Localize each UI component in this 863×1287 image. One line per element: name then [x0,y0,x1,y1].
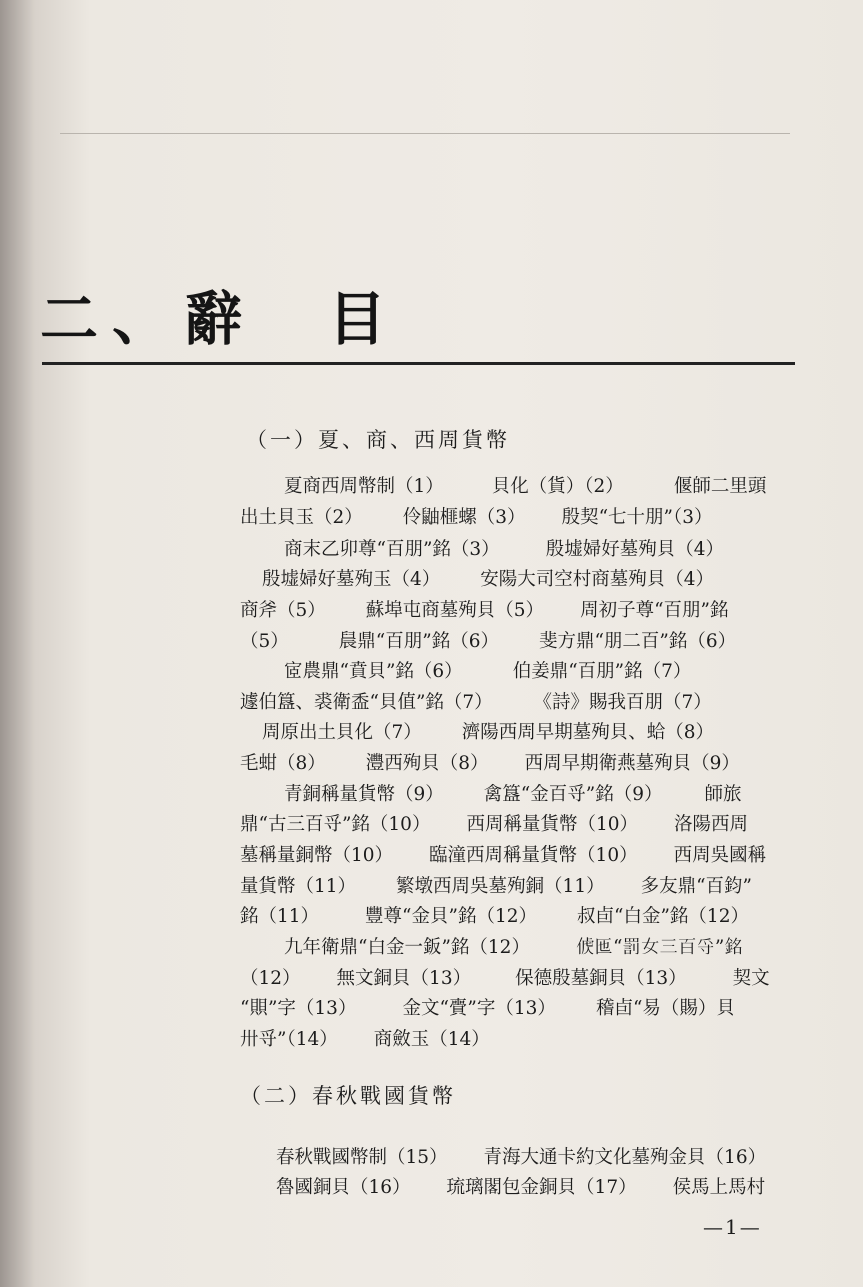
entry-line [284,472,766,498]
entry: 毛蚶（8） [240,753,326,774]
entry: （12） [240,968,301,989]
entry: 殷契“七十朋”（3） [561,507,713,528]
entry: 灃西殉貝（8） [365,753,489,774]
entry: 洛陽西周 [674,814,749,835]
entry: 無文銅貝（13） [336,968,472,989]
entry: 西周稱量貨幣（10） [466,814,639,835]
entry: 青銅稱量貨幣（9） [284,784,444,805]
entry-line [240,994,735,1020]
title-rule [42,362,795,365]
entry-line [262,565,714,591]
entry: 出土貝玉（2） [240,507,363,528]
entry-line [276,1143,766,1169]
entry: 商斂玉（14） [373,1029,490,1050]
entry-line [284,535,724,561]
section-heading-1: （一）夏、商、西周貨幣 [246,428,510,452]
entry: 金文“賷”字（13） [402,998,556,1019]
entry: （5） [240,631,289,652]
entry-line [240,810,748,836]
entry: 墓稱量銅幣（10） [240,845,394,866]
entry: 遽伯簋、裘衛盉“貝值”銘（7） [240,692,493,713]
entry: 保德殷墓銅貝（13） [515,968,687,989]
entry: 濟陽西周早期墓殉貝、蛤（8） [461,722,715,743]
entry-line [240,627,736,653]
entry: 斐方鼎“朋二百”銘（6） [538,631,737,652]
entry: 鼎“古三百寽”銘（10） [240,814,431,835]
entry: 殷墟婦好墓殉貝（4） [545,539,724,560]
entry: 九年衛鼎“白金一鈑”銘（12） [284,937,530,958]
entry: 商末乙卯尊“百朋”銘（3） [284,539,500,560]
entry-line [240,1025,490,1051]
entry: 西周吳國稱 [673,845,767,866]
entry: 安陽大司空村商墓殉貝（4） [480,569,715,590]
entry: 繁墩西周吳墓殉銅（11） [396,876,605,897]
entry-line [240,503,713,529]
entry: 禽簋“金百寽”銘（9） [483,784,663,805]
entry: 銘（11） [240,906,320,927]
entry: 䢅鼎“百朋”銘（6） [338,631,499,652]
entry: 伶鼬榧螺（3） [402,507,526,528]
entry: 《詩》賜我百朋（7） [542,692,712,713]
entry: 周原出土貝化（7） [262,722,422,743]
entry: 稽卣“易（賜）貝 [595,998,735,1019]
entry: 伯姜鼎“百朋”銘（7） [512,661,692,682]
entry-line [284,657,691,683]
entry: 青海大通卡約文化墓殉金貝（16） [483,1147,767,1168]
entry: 蘇埠屯商墓殉貝（5） [365,600,545,621]
entry-line [240,749,740,775]
entry: 周初子尊“百朋”銘 [580,600,729,621]
header-rule [60,133,790,134]
chapter-title: 二、辭 目 [40,285,401,353]
entry: 𠊤匜“罰女三百寽”銘 [575,937,743,958]
entry-line [284,780,741,806]
entry: 臨潼西周稱量貨幣（10） [429,845,638,866]
entry: 叔卣“白金”銘（12） [577,906,749,927]
entry: 宧農鼎“賁貝”銘（6） [284,661,463,682]
entry-line [240,964,770,990]
entry: 琉璃閣包金銅貝（17） [446,1177,637,1198]
entry: 夏商西周幣制（1） [284,476,444,497]
entry: 卅寽”（14） [240,1029,338,1050]
entry-line [284,933,743,959]
entry: 豐尊“金貝”銘（12） [365,906,538,927]
section-heading-2: （二）春秋戰國貨幣 [240,1084,456,1108]
entry: 師旅 [704,784,742,805]
entry: 偃師二里頭 [673,476,767,497]
entry: 魯國銅貝（16） [276,1177,411,1198]
entry: 量貨幣（11） [240,876,357,897]
entry: 貝化（貨）（2） [491,476,624,497]
entry: “賏”字（13） [240,998,357,1019]
entry-line [262,718,714,744]
entry: 多友鼎“百鈞” [640,876,753,897]
entry: 侯馬上馬村 [672,1177,766,1198]
entry-line [240,596,728,622]
entry: 西周早期衛燕墓殉貝（9） [524,753,740,774]
entry-line [276,1173,765,1199]
entry: 殷墟婦好墓殉玉（4） [262,569,441,590]
entry-line [240,902,749,928]
entry: 商斧（5） [240,600,326,621]
entry-line [240,872,752,898]
entry-line [240,688,712,714]
page-number: —1— [703,1215,762,1239]
entry: 春秋戰國幣制（15） [276,1147,448,1168]
entry: 契文 [732,968,770,989]
entry-line [240,841,766,867]
